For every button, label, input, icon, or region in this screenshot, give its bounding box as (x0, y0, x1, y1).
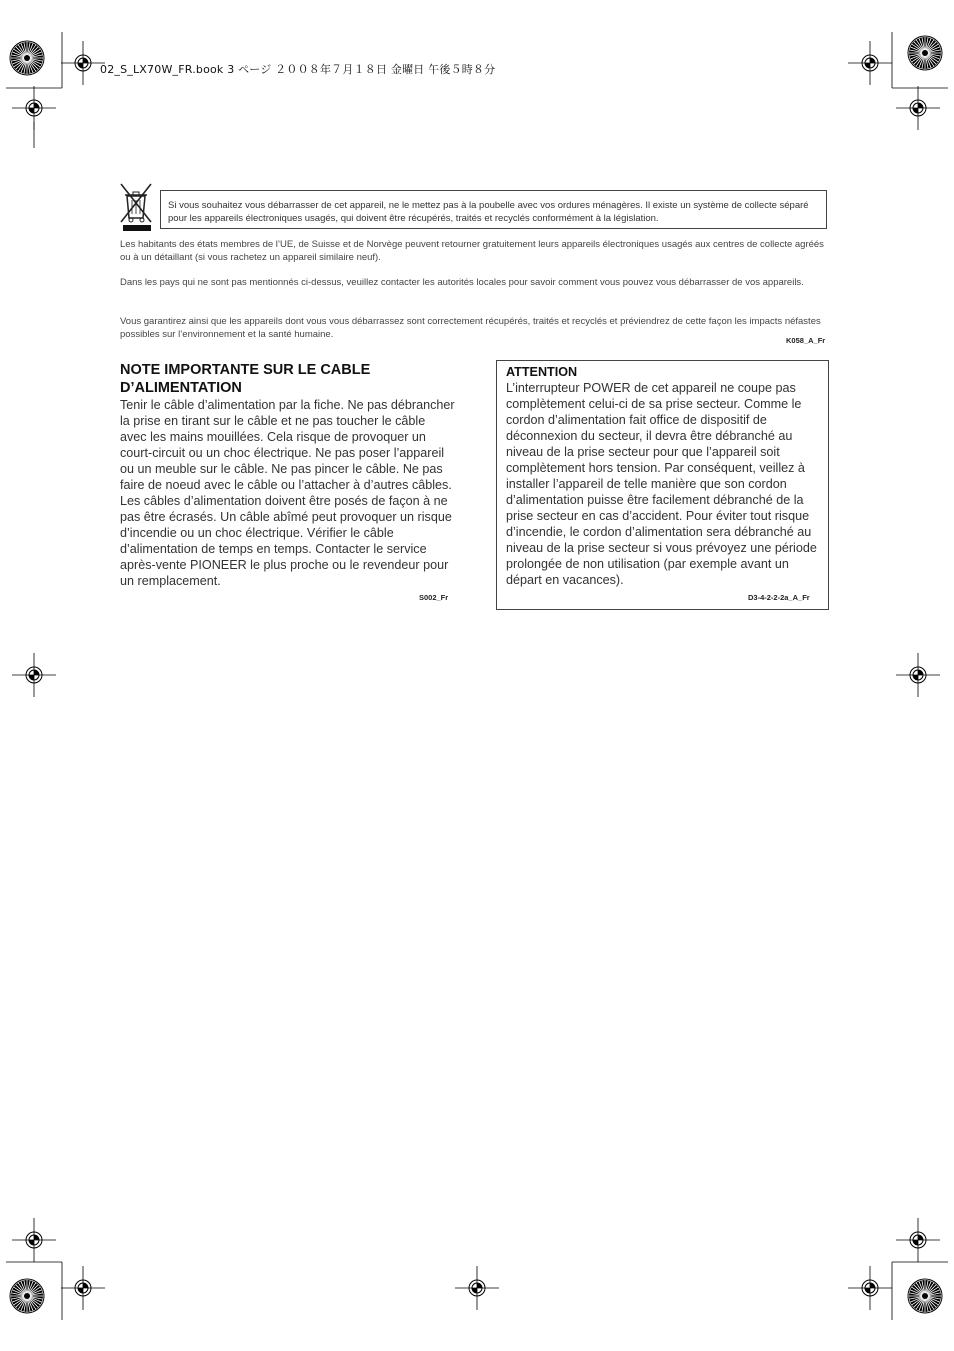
weee-disposal-notice-box (160, 190, 827, 229)
registration-crosshair-icon (896, 86, 940, 130)
registration-crosshair-icon (848, 41, 892, 85)
color-starburst-icon (10, 1279, 44, 1313)
color-starburst-icon (10, 41, 44, 75)
book-file-info: 02_S_LX70W_FR.book 3 ページ ２００８年７月１８日 金曜日 午後５時８分 (100, 63, 496, 76)
power-cord-note-body: Tenir le câble d’alimentation par la fiche. Ne pas débrancher la prise en tirant sur le câble et ne pas toucher le câble avec les mains mouillées. Cela risque de provoquer un court-circuit ou un choc électrique. Ne pas poser l’appareil ou un meuble sur le câble. Ne pas pincer le câble. Ne pas faire de noeud avec le câble ou l’attacher à d’autres câbles. Les câbles d’alimentation doivent être posés de façon à ne pas être écrasés. Un câble abîmé peut provoquer un risque d’incendie ou un choc électrique. Vérifier le câble d’alimentation de temps en temps. Contacter le service après-vente PIONEER le plus proche ou le revendeur pour un remplacement. (120, 398, 455, 588)
registration-crosshair-icon (12, 1218, 56, 1262)
attention-box (496, 360, 829, 610)
weee-reference-code: K058_A_Fr (786, 336, 826, 345)
weee-disposal-notice-text: Si vous souhaitez vous débarrasser de cet appareil, ne le mettez pas à la poubelle avec vos ordures ménagères. Il existe un système de collecte séparé pour les appareils électroniques usagés, qui doivent être récupérés, traités et recyclés conformément à la législation. (168, 200, 809, 224)
color-starburst-icon (908, 1279, 942, 1313)
power-cord-note-heading (120, 361, 460, 397)
registration-crosshair-icon (61, 41, 105, 85)
registration-crosshair-icon (455, 1266, 499, 1310)
registration-crosshair-icon (848, 1266, 892, 1310)
attention-title: ATTENTION (506, 365, 578, 379)
attention-body: L’interrupteur POWER de cet appareil ne coupe pas complètement celui-ci de sa prise secteur. Comme le cordon d’alimentation fait office de dispositif de déconnexion du secteur, il devra être débranché au niveau de la prise secteur pour que l’appareil soit complètement hors tension. Par conséquent, veillez à installer l’appareil de telle manière que son cordon d’alimentation puisse être facilement débranché de la prise secteur en cas d’accident. Pour éviter tout risque d’incendie, le cordon d’alimentation sera débranché au niveau de la prise secteur si vous prévoyez une période prolongée de non utilisation (par exemple avant un départ en vacances). (506, 381, 817, 587)
color-starburst-icon (908, 36, 942, 70)
crossed-out-wheelie-bin-icon (118, 182, 154, 232)
weee-paragraph-eu: Les habitants des états membres de l’UE, de Suisse et de Norvège peuvent retourner gratuitement leurs appareils électroniques usagés aux centres de collecte agréés ou à un détaillant (si vous rachetez un appareil similaire neuf). (120, 239, 824, 263)
attention-reference-code: D3-4-2-2-2a_A_Fr (748, 593, 810, 602)
power-cord-note-heading-line1: NOTE IMPORTANTE SUR LE CABLE (120, 362, 371, 378)
power-cord-note-heading-line2: D’ALIMENTATION (120, 380, 242, 396)
weee-paragraph-environment: Vous garantirez ainsi que les appareils dont vous vous débarrassez sont correctement récupérés, traités et recyclés et préviendrez de cette façon les impacts néfastes possibles sur l’environnement et la santé humaine. (120, 316, 821, 340)
registration-crosshair-icon (12, 653, 56, 697)
registration-crosshair-icon (896, 653, 940, 697)
power-cord-note-code: S002_Fr (419, 593, 449, 602)
registration-crosshair-icon (61, 1266, 105, 1310)
weee-paragraph-other-countries: Dans les pays qui ne sont pas mentionnés ci-dessus, veuillez contacter les autorités locales pour savoir comment vous pouvez vous débarrasser de vos appareils. (120, 277, 804, 288)
registration-crosshair-icon (896, 1218, 940, 1262)
